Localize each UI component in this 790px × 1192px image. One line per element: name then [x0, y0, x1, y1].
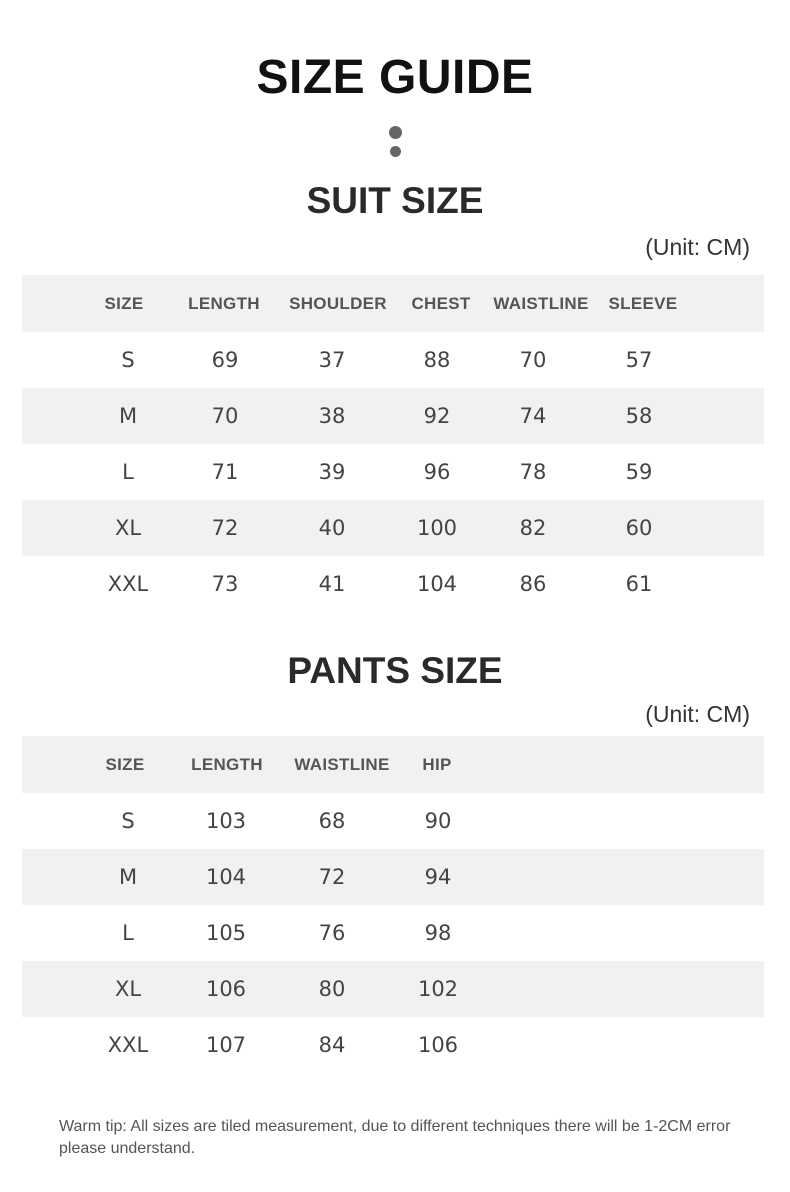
table-row: [22, 1017, 764, 1073]
table-row: [22, 556, 764, 612]
table-cell: 98: [424, 921, 452, 945]
table-row: [22, 500, 764, 556]
table-cell: 86: [519, 572, 547, 596]
pants-size-table: [22, 736, 764, 1073]
column-header: WAISTLINE: [493, 293, 589, 313]
divider-dot: [390, 146, 401, 157]
table-cell: S: [121, 348, 135, 372]
table-cell: 73: [211, 572, 239, 596]
table-row: [22, 793, 764, 849]
table-cell: 74: [519, 404, 547, 428]
table-cell: 70: [211, 404, 239, 428]
table-cell: 92: [423, 404, 451, 428]
table-row: [22, 388, 764, 444]
table-cell: 59: [625, 460, 653, 484]
pants-unit-label: (Unit: CM): [645, 701, 750, 727]
table-cell: 105: [205, 921, 247, 945]
table-cell: 88: [423, 348, 451, 372]
table-cell: 94: [424, 865, 452, 889]
table-row: [22, 849, 764, 905]
suit-size-table: [22, 275, 764, 612]
table-cell: 96: [423, 460, 451, 484]
column-header: CHEST: [411, 293, 471, 313]
column-header: HIP: [422, 754, 452, 774]
table-header-row: [22, 275, 764, 332]
table-cell: 107: [205, 1033, 247, 1057]
table-cell: XXL: [107, 572, 149, 596]
table-cell: 71: [211, 460, 239, 484]
table-header-row: [22, 736, 764, 793]
table-cell: 40: [318, 516, 346, 540]
table-cell: S: [121, 809, 135, 833]
table-cell: 106: [205, 977, 247, 1001]
table-cell: L: [122, 460, 134, 484]
table-cell: 39: [318, 460, 346, 484]
table-cell: 78: [519, 460, 547, 484]
table-cell: 104: [205, 865, 247, 889]
table-row: [22, 332, 764, 388]
column-header: LENGTH: [191, 754, 263, 774]
suit-unit-label: (Unit: CM): [645, 234, 750, 260]
table-cell: 103: [205, 809, 247, 833]
warm-tip: Warm tip: All sizes are tiled measurement, due to different techniques there will be 1-2CM error please understand.: [59, 1118, 731, 1157]
table-cell: 102: [417, 977, 459, 1001]
table-cell: M: [118, 404, 138, 428]
table-cell: 76: [318, 921, 346, 945]
table-cell: 70: [519, 348, 547, 372]
table-row: [22, 961, 764, 1017]
table-row: [22, 444, 764, 500]
table-cell: XL: [114, 516, 142, 540]
table-row: [22, 905, 764, 961]
table-cell: 90: [424, 809, 452, 833]
page-title: SIZE GUIDE: [256, 51, 534, 104]
table-cell: 57: [625, 348, 653, 372]
pants-size-title: PANTS SIZE: [287, 650, 503, 691]
table-cell: 80: [318, 977, 346, 1001]
table-cell: 100: [416, 516, 458, 540]
table-cell: 60: [625, 516, 653, 540]
column-header: SLEEVE: [608, 293, 678, 313]
divider-dot: [389, 126, 402, 139]
table-cell: L: [122, 921, 134, 945]
table-cell: 72: [318, 865, 346, 889]
table-cell: 68: [318, 809, 346, 833]
column-header: SIZE: [104, 293, 144, 313]
table-cell: 41: [318, 572, 346, 596]
table-cell: 72: [211, 516, 239, 540]
table-cell: 104: [416, 572, 458, 596]
table-cell: XL: [114, 977, 142, 1001]
table-cell: 37: [318, 348, 346, 372]
table-cell: 38: [318, 404, 346, 428]
column-header: SIZE: [105, 754, 145, 774]
table-cell: M: [118, 865, 138, 889]
table-cell: XXL: [107, 1033, 149, 1057]
table-cell: 106: [417, 1033, 459, 1057]
column-header: LENGTH: [188, 293, 260, 313]
table-cell: 69: [211, 348, 239, 372]
table-cell: 84: [318, 1033, 346, 1057]
column-header: SHOULDER: [289, 293, 387, 313]
column-header: WAISTLINE: [294, 754, 390, 774]
table-cell: 58: [625, 404, 653, 428]
suit-size-title: SUIT SIZE: [306, 180, 484, 221]
table-cell: 82: [519, 516, 547, 540]
table-cell: 61: [625, 572, 653, 596]
